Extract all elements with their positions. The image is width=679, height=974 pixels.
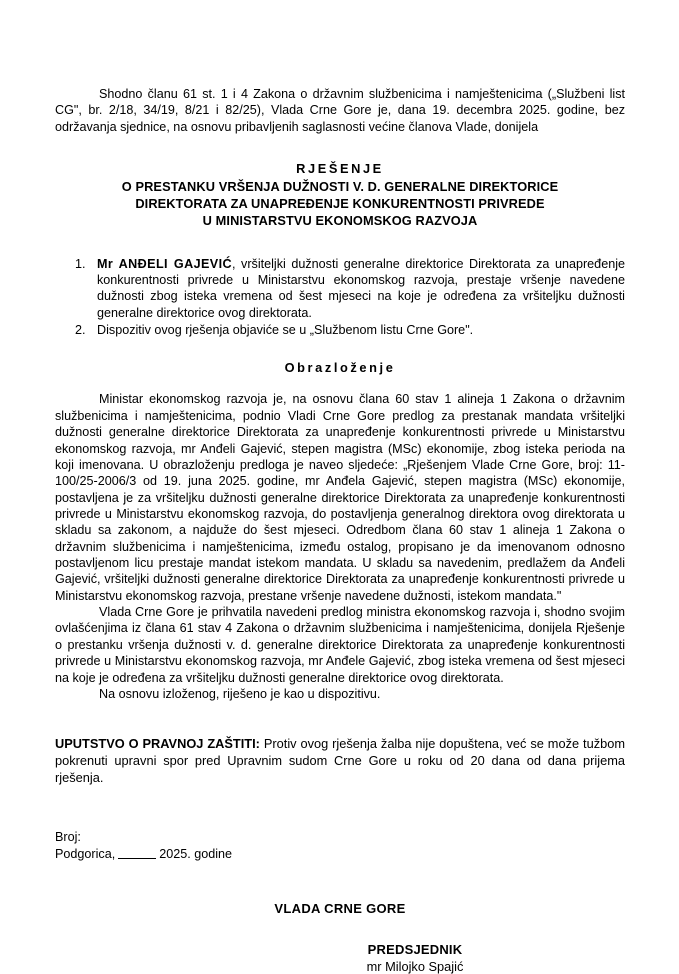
legal-notice-label: UPUTSTVO O PRAVNOJ ZAŠTITI:: [55, 736, 260, 752]
explanation-paragraph-3: Na osnovu izloženog, riješeno je kao u dispozitivu.: [99, 686, 381, 701]
explanation-paragraph-2: Vlada Crne Gore je prihvatila navedeni predlog ministra ekonomskog razvoja i, shodno svojim ovlašćenjima iz člana 61 stav 4 Zakona o državnim službenicima i namještenicima, donijela Rješenje o prestanku vršenja dužnosti v. d. generalne direktorice Direktorata za unapređenje konkurentnosti privrede u Ministarstvu ekonomskog razvoja, mr Anđele Gajević, zbog isteka vremena od šest mjeseci na koje je određena za vršiteljku dužnosti generalne direktorice ovog direktorata.: [55, 605, 625, 685]
place-date-line: [55, 846, 625, 863]
government-name: VLADA CRNE GORE: [274, 900, 406, 916]
signature-block: [55, 901, 625, 974]
footer-meta: [55, 829, 625, 863]
dispositive-list: [55, 256, 625, 339]
list-item: [55, 256, 625, 321]
signatory: [55, 942, 625, 974]
preamble-paragraph: Shodno članu 61 st. 1 i 4 Zakona o državnim službenicima i namještenicima („Službeni list CG", br. 2/18, 34/19, 8/21 i 82/25), Vlada Crne Gore je, dana 19. decembra 2025. godine, bez održavanja sjednice, na osnovu pribavljenih saglasnosti većine članova Vlade, donijela: [55, 87, 625, 134]
title-line-3: U MINISTARSTVU EKONOMSKOG RAZVOJA: [202, 212, 478, 228]
explanation-heading: Obrazloženje: [284, 360, 396, 376]
legal-notice: [55, 736, 625, 787]
document-number-line: [55, 829, 625, 846]
date-blank-field[interactable]: [118, 858, 156, 859]
list-item-marker: 2.: [75, 323, 86, 338]
legal-notice-text: Protiv ovog rješenja žalba nije dopuštena, već se može tužbom pokrenuti upravni spor pred Upravnim sudom Crne Gore u roku od 20 dana od dana prijema rješenja.: [55, 736, 625, 786]
title-main: RJEŠENJE: [296, 161, 384, 177]
list-item-text: , vršiteljki dužnosti generalne direktorice Direktorata za unapređenje konkurentnosti privrede u Ministarstvu ekonomskog razvoja, prestaje vršenje navedene dužnosti zbog isteka vremena od šest mjeseci na koje je određena za vršiteljku dužnosti generalne direktorice ovog direktorata.: [97, 256, 625, 320]
signatory-title: PREDSJEDNIK: [367, 941, 463, 957]
person-name-bold: Mr ANĐELI GAJEVIĆ: [97, 256, 232, 271]
list-item-marker: 1.: [75, 256, 86, 271]
explanation-paragraph-1: Ministar ekonomskog razvoja je, na osnovu člana 60 stav 1 alineja 1 Zakona o državnim službenicima i namještenicima, podnio Vladi Crne Gore predlog za prestanak mandata vršiteljki dužnosti generalne direktorice Direktorata za unapređenje konkurentnosti privrede u Ministarstvu ekonomskog razvoja, mr Anđeli Gajević, stepen magistra (MSc) ekonomije, zbog isteka perioda na koji imenovana. U obrazloženju predloga je naveo sljedeće: „Rješenjem Vlade Crne Gore, broj: 11-100/25-2006/3 od 19. juna 2025. godine, mr Anđela Gajević, stepen magistra (MSc) ekonomije, postavljena je za vršiteljku dužnosti generalne direktorice Direktorata za unapređenje konkurentnosti privrede u Ministarstvu ekonomskog razvoja, do postavljenja generalnog direktora ovog direktorata u skladu sa zakonom, a najduže do šest mjeseci. Odredbom člana 60 stav 1 alineja 1 Zakona o državnim službenicima i namještenicima, između ostalog, propisano je da imenovanom odnosno postavljenom licu prestaje mandat istekom mandata. U skladu sa navedenim, predlažem da Anđeli Gajević, vršiteljki dužnosti generalne direktorice Direktorata za unapređenje konkurentnosti privrede u Ministarstvu ekonomskog razvoja, prestane vršenje navedene dužnosti, istekom mandata.": [55, 392, 625, 603]
document-number-label: Broj:: [55, 829, 81, 844]
title-line-1: O PRESTANKU VRŠENJA DUŽNOSTI V. D. GENERALNE DIREKTORICE: [121, 178, 559, 194]
explanation-body: [55, 391, 625, 702]
place-label: Podgorica,: [55, 846, 116, 861]
list-item-text: Dispozitiv ovog rješenja objaviće se u „Službenom listu Crne Gore".: [97, 323, 474, 338]
year-label: 2025. godine: [159, 846, 233, 861]
signatory-name: mr Milojko Spajić: [366, 958, 464, 974]
list-item: [55, 322, 625, 338]
document-title-block: [55, 161, 625, 230]
document-content: [55, 86, 625, 974]
title-line-2: DIREKTORATA ZA UNAPREĐENJE KONKURENTNOSTI PRIVREDE: [135, 195, 545, 211]
